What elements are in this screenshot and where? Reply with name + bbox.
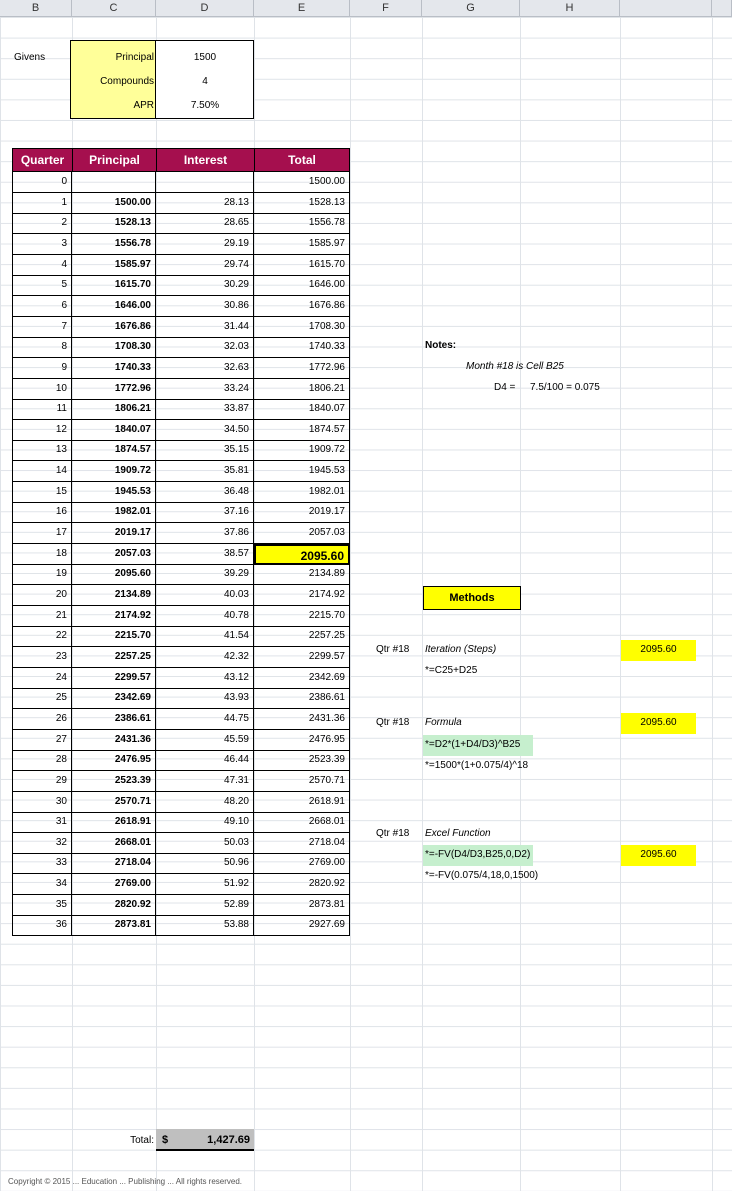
- interest-cell[interactable]: 43.93: [156, 688, 254, 709]
- principal-cell[interactable]: 2299.57: [72, 668, 156, 689]
- total-cell[interactable]: 1556.78: [254, 213, 350, 234]
- interest-cell[interactable]: 51.92: [156, 874, 254, 895]
- interest-cell[interactable]: 28.65: [156, 213, 254, 234]
- iteration-result[interactable]: 2095.60: [621, 640, 696, 661]
- interest-cell[interactable]: 40.03: [156, 585, 254, 606]
- total-cell[interactable]: 2769.00: [254, 853, 350, 874]
- principal-cell[interactable]: 2523.39: [72, 771, 156, 792]
- total-cell[interactable]: 1982.01: [254, 482, 350, 503]
- interest-cell[interactable]: 50.96: [156, 853, 254, 874]
- interest-cell[interactable]: 46.44: [156, 750, 254, 771]
- principal-cell[interactable]: 2769.00: [72, 874, 156, 895]
- table-row: [12, 317, 350, 338]
- interest-cell[interactable]: 30.29: [156, 275, 254, 296]
- column-header-e[interactable]: E: [254, 0, 350, 17]
- column-header-d[interactable]: D: [156, 0, 254, 17]
- principal-cell[interactable]: 2668.01: [72, 833, 156, 854]
- column-header-c[interactable]: C: [72, 0, 156, 17]
- table-row: [12, 523, 350, 544]
- quarter-cell[interactable]: 21: [12, 606, 72, 627]
- formula-expanded[interactable]: *=1500*(1+0.075/4)^18: [425, 760, 529, 771]
- principal-cell[interactable]: 1806.21: [72, 399, 156, 420]
- total-cell[interactable]: 2873.81: [254, 895, 350, 916]
- interest-cell[interactable]: 31.44: [156, 317, 254, 338]
- quarter-cell[interactable]: 15: [12, 482, 72, 503]
- quarter-cell[interactable]: 32: [12, 833, 72, 854]
- principal-cell[interactable]: 2618.91: [72, 812, 156, 833]
- principal-cell[interactable]: 2342.69: [72, 688, 156, 709]
- principal-cell[interactable]: 2019.17: [72, 523, 156, 544]
- principal-cell[interactable]: 2215.70: [72, 626, 156, 647]
- total-cell[interactable]: 2174.92: [254, 585, 350, 606]
- principal-cell[interactable]: 1615.70: [72, 275, 156, 296]
- total-cell[interactable]: 2820.92: [254, 874, 350, 895]
- total-cell[interactable]: 1840.07: [254, 399, 350, 420]
- apr-label: APR: [133, 100, 154, 111]
- principal-value[interactable]: 1500: [193, 52, 217, 63]
- excel-qtr-label: Qtr #18: [376, 828, 410, 839]
- interest-cell[interactable]: 50.03: [156, 833, 254, 854]
- total-cell[interactable]: 1740.33: [254, 337, 350, 358]
- interest-cell[interactable]: 52.89: [156, 895, 254, 916]
- total-cell[interactable]: 2095.60: [254, 544, 350, 565]
- excel-result[interactable]: 2095.60: [621, 845, 696, 866]
- principal-cell[interactable]: 1945.53: [72, 482, 156, 503]
- interest-cell[interactable]: 35.15: [156, 440, 254, 461]
- total-cell[interactable]: 1806.21: [254, 379, 350, 400]
- principal-cell[interactable]: 1556.78: [72, 234, 156, 255]
- interest-cell[interactable]: 49.10: [156, 812, 254, 833]
- quarter-cell[interactable]: 14: [12, 461, 72, 482]
- table-row: [12, 647, 350, 668]
- compounds-value[interactable]: 4: [202, 76, 208, 87]
- principal-cell[interactable]: 1528.13: [72, 213, 156, 234]
- principal-cell[interactable]: 2257.25: [72, 647, 156, 668]
- quarter-cell[interactable]: 29: [12, 771, 72, 792]
- interest-cell[interactable]: 41.54: [156, 626, 254, 647]
- grid-line: [620, 17, 621, 1191]
- interest-cell[interactable]: 45.59: [156, 730, 254, 751]
- excel-cell[interactable]: *=-FV(D4/D3,B25,0,D2): [423, 845, 533, 866]
- principal-cell[interactable]: 1874.57: [72, 440, 156, 461]
- header-principal[interactable]: Principal: [72, 148, 157, 172]
- quarter-cell[interactable]: 19: [12, 564, 72, 585]
- quarter-cell[interactable]: 10: [12, 379, 72, 400]
- total-cell[interactable]: 2342.69: [254, 668, 350, 689]
- total-cell[interactable]: 1772.96: [254, 358, 350, 379]
- table-row: [12, 709, 350, 730]
- total-cell[interactable]: 2257.25: [254, 626, 350, 647]
- principal-cell[interactable]: 1585.97: [72, 255, 156, 276]
- excel-name: Excel Function: [425, 828, 491, 839]
- principal-cell[interactable]: 1772.96: [72, 379, 156, 400]
- table-row: [12, 358, 350, 379]
- table-row: [12, 564, 350, 585]
- interest-cell[interactable]: 32.63: [156, 358, 254, 379]
- quarter-cell[interactable]: 13: [12, 440, 72, 461]
- quarter-cell[interactable]: 24: [12, 668, 72, 689]
- table-row: [12, 502, 350, 523]
- column-header-f[interactable]: F: [350, 0, 422, 17]
- principal-cell[interactable]: 1500.00: [72, 193, 156, 214]
- principal-cell[interactable]: 2873.81: [72, 915, 156, 936]
- principal-cell[interactable]: 2057.03: [72, 544, 156, 565]
- total-cell[interactable]: 2019.17: [254, 502, 350, 523]
- compounds-label: Compounds: [100, 76, 154, 87]
- header-quarter[interactable]: Quarter: [12, 148, 73, 172]
- quarter-cell[interactable]: 6: [12, 296, 72, 317]
- total-cell[interactable]: 1585.97: [254, 234, 350, 255]
- table-row: [12, 585, 350, 606]
- interest-cell[interactable]: 29.19: [156, 234, 254, 255]
- interest-cell[interactable]: 30.86: [156, 296, 254, 317]
- principal-cell[interactable]: 2386.61: [72, 709, 156, 730]
- grid-line: [350, 17, 351, 1191]
- column-header-b[interactable]: B: [0, 0, 72, 17]
- interest-cell[interactable]: 42.32: [156, 647, 254, 668]
- total-cell[interactable]: 2718.04: [254, 833, 350, 854]
- principal-cell[interactable]: 1740.33: [72, 358, 156, 379]
- total-cell[interactable]: 1909.72: [254, 440, 350, 461]
- iteration-name: Iteration (Steps): [425, 644, 497, 655]
- column-header-g[interactable]: G: [422, 0, 520, 17]
- quarter-cell[interactable]: 27: [12, 730, 72, 751]
- quarter-cell[interactable]: 1: [12, 193, 72, 214]
- table-row: [12, 172, 350, 193]
- interest-cell[interactable]: 34.50: [156, 420, 254, 441]
- table-row: [12, 853, 350, 874]
- quarter-cell[interactable]: 30: [12, 792, 72, 813]
- total-cell[interactable]: 2523.39: [254, 750, 350, 771]
- total-cell[interactable]: 2570.71: [254, 771, 350, 792]
- total-cell[interactable]: 1500.00: [254, 172, 350, 193]
- table-row: [12, 420, 350, 441]
- total-cell[interactable]: 1646.00: [254, 275, 350, 296]
- total-cell[interactable]: 1615.70: [254, 255, 350, 276]
- quarter-cell[interactable]: 9: [12, 358, 72, 379]
- table-row: [12, 399, 350, 420]
- quarter-cell[interactable]: 34: [12, 874, 72, 895]
- interest-cell[interactable]: 33.24: [156, 379, 254, 400]
- interest-cell[interactable]: 37.16: [156, 502, 254, 523]
- methods-title: Methods: [423, 586, 521, 610]
- interest-cell[interactable]: 53.88: [156, 915, 254, 936]
- principal-cell[interactable]: 2820.92: [72, 895, 156, 916]
- principal-label: Principal: [115, 52, 154, 63]
- principal-cell[interactable]: 2134.89: [72, 585, 156, 606]
- total-cell[interactable]: 2386.61: [254, 688, 350, 709]
- total-cell[interactable]: 2618.91: [254, 792, 350, 813]
- interest-cell[interactable]: 43.12: [156, 668, 254, 689]
- total-cell[interactable]: 1676.86: [254, 296, 350, 317]
- principal-cell[interactable]: 2174.92: [72, 606, 156, 627]
- column-header-filler: [712, 0, 732, 17]
- interest-cell[interactable]: 32.03: [156, 337, 254, 358]
- quarter-cell[interactable]: 25: [12, 688, 72, 709]
- total-cell[interactable]: 1708.30: [254, 317, 350, 338]
- principal-cell[interactable]: 2095.60: [72, 564, 156, 585]
- interest-cell[interactable]: [156, 172, 254, 193]
- table-row: [12, 606, 350, 627]
- table-row: [12, 771, 350, 792]
- quarter-cell[interactable]: 11: [12, 399, 72, 420]
- column-header-i[interactable]: [620, 0, 712, 17]
- principal-cell[interactable]: 2718.04: [72, 853, 156, 874]
- table-row: [12, 234, 350, 255]
- interest-cell[interactable]: 29.74: [156, 255, 254, 276]
- total-cell[interactable]: 1528.13: [254, 193, 350, 214]
- quarter-cell[interactable]: 33: [12, 853, 72, 874]
- apr-value[interactable]: 7.50%: [190, 100, 220, 111]
- principal-cell[interactable]: 2570.71: [72, 792, 156, 813]
- column-header-h[interactable]: H: [520, 0, 620, 17]
- interest-cell[interactable]: 40.78: [156, 606, 254, 627]
- quarter-cell[interactable]: 7: [12, 317, 72, 338]
- notes-line2-a: D4 =: [494, 382, 516, 393]
- total-cell[interactable]: 1874.57: [254, 420, 350, 441]
- grid-line: [712, 17, 713, 1191]
- header-interest[interactable]: Interest: [156, 148, 255, 172]
- table-row: [12, 792, 350, 813]
- table-row: [12, 544, 350, 565]
- principal-cell[interactable]: 1982.01: [72, 502, 156, 523]
- table-row: [12, 337, 350, 358]
- interest-cell[interactable]: 39.29: [156, 564, 254, 585]
- table-row: [12, 482, 350, 503]
- principal-cell[interactable]: 1909.72: [72, 461, 156, 482]
- table-row: [12, 379, 350, 400]
- total-cell[interactable]: 1945.53: [254, 461, 350, 482]
- total-cell[interactable]: 2431.36: [254, 709, 350, 730]
- principal-cell[interactable]: [72, 172, 156, 193]
- table-row: [12, 461, 350, 482]
- quarter-cell[interactable]: 17: [12, 523, 72, 544]
- table-row: [12, 874, 350, 895]
- interest-cell[interactable]: 35.81: [156, 461, 254, 482]
- quarter-cell[interactable]: 36: [12, 915, 72, 936]
- interest-cell[interactable]: 37.86: [156, 523, 254, 544]
- table-row: [12, 895, 350, 916]
- interest-cell[interactable]: 36.48: [156, 482, 254, 503]
- total-cell[interactable]: 2476.95: [254, 730, 350, 751]
- total-cell[interactable]: 2134.89: [254, 564, 350, 585]
- formula-qtr-label: Qtr #18: [376, 717, 410, 728]
- copyright-footer: Copyright © 2015 ... Education ... Publishing ... All rights reserved.: [8, 1177, 243, 1186]
- total-label: Total:: [130, 1135, 154, 1146]
- principal-cell[interactable]: 2476.95: [72, 750, 156, 771]
- iteration-formula[interactable]: *=C25+D25: [425, 665, 478, 676]
- total-cell[interactable]: 2057.03: [254, 523, 350, 544]
- table-row: [12, 915, 350, 936]
- quarter-cell[interactable]: 20: [12, 585, 72, 606]
- quarter-cell[interactable]: 16: [12, 502, 72, 523]
- quarter-cell[interactable]: 4: [12, 255, 72, 276]
- formula-name: Formula: [425, 717, 462, 728]
- principal-cell[interactable]: 1708.30: [72, 337, 156, 358]
- table-row: [12, 812, 350, 833]
- table-row: [12, 440, 350, 461]
- excel-expanded[interactable]: *=-FV(0.075/4,18,0,1500): [425, 870, 539, 881]
- header-total[interactable]: Total: [254, 148, 350, 172]
- table-row: [12, 275, 350, 296]
- table-row: [12, 626, 350, 647]
- quarter-cell[interactable]: 35: [12, 895, 72, 916]
- principal-cell[interactable]: 1646.00: [72, 296, 156, 317]
- table-row: [12, 750, 350, 771]
- quarter-cell[interactable]: 8: [12, 337, 72, 358]
- quarter-cell[interactable]: 3: [12, 234, 72, 255]
- table-row: [12, 730, 350, 751]
- quarter-cell[interactable]: 26: [12, 709, 72, 730]
- interest-cell[interactable]: 28.13: [156, 193, 254, 214]
- givens-label: Givens: [14, 52, 46, 63]
- quarter-cell[interactable]: 12: [12, 420, 72, 441]
- table-row: [12, 688, 350, 709]
- notes-title: Notes:: [425, 340, 457, 351]
- quarter-cell[interactable]: 22: [12, 626, 72, 647]
- total-currency: $: [162, 1134, 169, 1146]
- total-cell[interactable]: 2668.01: [254, 812, 350, 833]
- notes-line2-b: 7.5/100 = 0.075: [530, 382, 600, 393]
- interest-cell[interactable]: 47.31: [156, 771, 254, 792]
- interest-cell[interactable]: 48.20: [156, 792, 254, 813]
- interest-cell[interactable]: 33.87: [156, 399, 254, 420]
- table-row: [12, 296, 350, 317]
- iteration-qtr-label: Qtr #18: [376, 644, 410, 655]
- notes-line1: Month #18 is Cell B25: [466, 361, 564, 372]
- formula-result[interactable]: 2095.60: [621, 713, 696, 734]
- quarter-cell[interactable]: 0: [12, 172, 72, 193]
- total-value: 1,427.69: [207, 1134, 250, 1146]
- quarter-cell[interactable]: 5: [12, 275, 72, 296]
- quarter-cell[interactable]: 18: [12, 544, 72, 565]
- interest-cell[interactable]: 38.57: [156, 544, 254, 565]
- interest-cell[interactable]: 44.75: [156, 709, 254, 730]
- principal-cell[interactable]: 1840.07: [72, 420, 156, 441]
- total-cell[interactable]: 2215.70: [254, 606, 350, 627]
- principal-cell[interactable]: 1676.86: [72, 317, 156, 338]
- formula-cell[interactable]: *=D2*(1+D4/D3)^B25: [423, 735, 533, 756]
- table-row: [12, 668, 350, 689]
- table-row: [12, 255, 350, 276]
- quarter-cell[interactable]: 2: [12, 213, 72, 234]
- table-row: [12, 213, 350, 234]
- table-row: [12, 193, 350, 214]
- quarter-cell[interactable]: 28: [12, 750, 72, 771]
- principal-cell[interactable]: 2431.36: [72, 730, 156, 751]
- total-cell[interactable]: 2927.69: [254, 915, 350, 936]
- quarter-cell[interactable]: 31: [12, 812, 72, 833]
- total-cell[interactable]: 2299.57: [254, 647, 350, 668]
- table-row: [12, 833, 350, 854]
- quarter-cell[interactable]: 23: [12, 647, 72, 668]
